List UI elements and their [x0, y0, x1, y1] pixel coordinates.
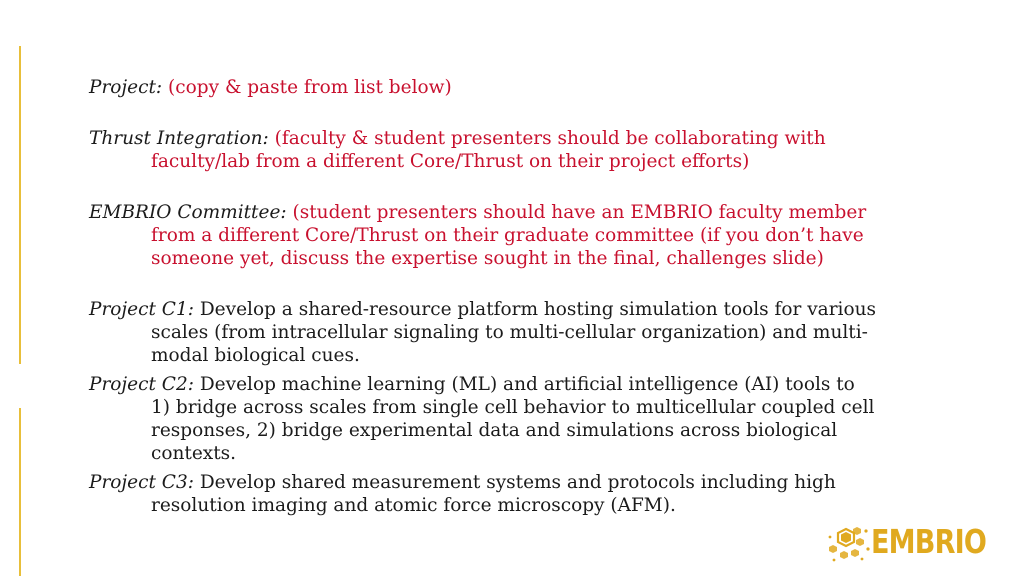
embrio-committee-instruction: (student presenters should have an EMBRIO faculty member from a different Core/Thrust on their graduate committee (if you don’t have someone yet, discuss the expertise sought in the final, challenges slide): [151, 202, 867, 269]
embrio-committee-label: EMBRIO Committee:: [89, 202, 287, 223]
project-c2: [89, 373, 879, 465]
slide-body: [89, 76, 879, 517]
embrio-hexagon-logo-icon: [826, 521, 872, 567]
accent-line-bottom: [19, 408, 21, 576]
project-c2-label: Project C2: [89, 374, 188, 395]
embrio-logo: [826, 520, 1002, 568]
project-label: Project:: [89, 77, 163, 98]
project-c2-colon: :: [187, 374, 194, 395]
project-c1-description: Develop a shared-resource platform hosting simulation tools for various scales (from intracellular signaling to multi-cellular organization) and multi-modal biological cues.: [151, 299, 877, 366]
project-field: [89, 76, 879, 99]
embrio-committee-field: [89, 201, 879, 270]
project-c2-description: Develop machine learning (ML) and artificial intelligence (AI) tools to 1) bridge across scales from single cell behavior to multicellular coupled cell responses, 2) bridge experimental data and simulations across biological contexts.: [151, 374, 875, 464]
project-c3-label: Project C3: [89, 472, 188, 493]
thrust-integration-instruction: (faculty & student presenters should be collaborating with faculty/lab from a different Core/Thrust on their project efforts): [151, 128, 826, 172]
project-c1: [89, 298, 879, 367]
thrust-integration-field: [89, 127, 879, 173]
project-c1-label: Project C1: [89, 299, 188, 320]
project-instruction: (copy & paste from list below): [168, 77, 452, 98]
project-c1-colon: :: [187, 299, 194, 320]
project-c3: [89, 471, 879, 517]
project-c3-description: Develop shared measurement systems and protocols including high resolution imaging and atomic force microscopy (AFM).: [151, 472, 836, 516]
accent-line-top: [19, 46, 21, 364]
thrust-integration-label: Thrust Integration:: [89, 128, 269, 149]
embrio-logo-text: EMBRIO: [871, 522, 987, 561]
project-c3-colon: :: [187, 472, 194, 493]
